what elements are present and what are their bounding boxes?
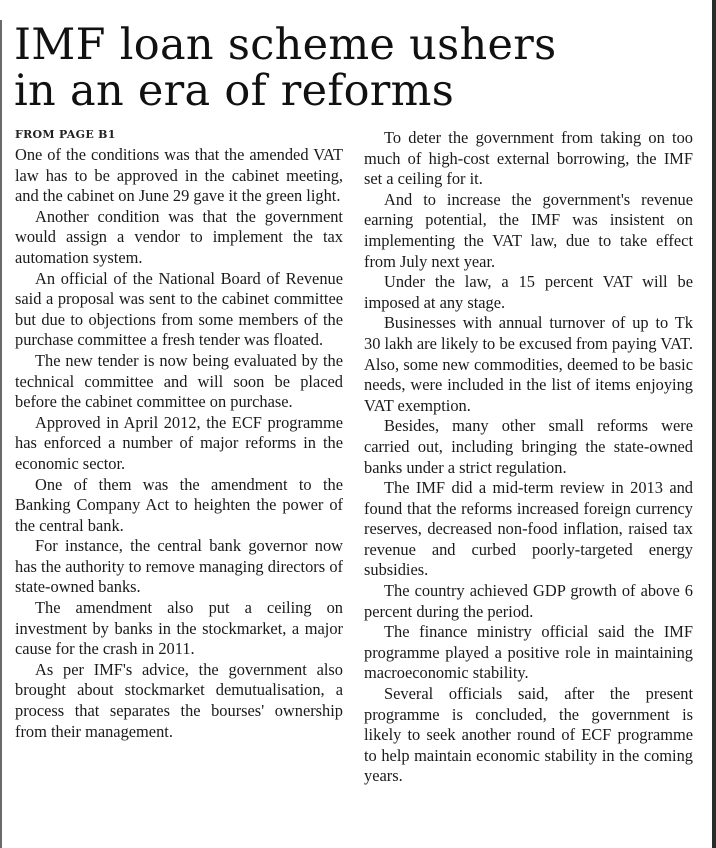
- article-headline: [14, 22, 704, 114]
- body-paragraph: Businesses with annual turnover of up to Tk 30 lakh are likely to be excused from paying VAT. Also, some new commodities, deemed to be basic needs, were included in the list of items enjoying VAT exemption.: [364, 313, 693, 415]
- headline-line-1: IMF loan scheme ushers: [14, 20, 557, 70]
- continuation-label: FROM PAGE B1: [15, 128, 116, 141]
- body-paragraph: The amendment also put a ceiling on investment by banks in the stockmarket, a major cause for the crash in 2011.: [15, 598, 343, 659]
- body-paragraph: As per IMF's advice, the government also brought about stockmarket demutualisation, a process that separates the bourses' ownership from their management.: [15, 659, 343, 741]
- body-paragraph: Approved in April 2012, the ECF programme has enforced a number of major reforms in the economic sector.: [15, 412, 343, 473]
- body-paragraph: Under the law, a 15 percent VAT will be imposed at any stage.: [364, 272, 693, 312]
- body-paragraph: Besides, many other small reforms were carried out, including bringing the state-owned banks under a strict regulation.: [364, 416, 693, 477]
- body-paragraph: For instance, the central bank governor now has the authority to remove managing directors of state-owned banks.: [15, 536, 343, 597]
- body-paragraph: One of them was the amendment to the Banking Company Act to heighten the power of the central bank.: [15, 474, 343, 535]
- body-paragraph: The finance ministry official said the IMF programme played a positive role in maintaining macroeconomic stability.: [364, 622, 693, 683]
- body-paragraph: The country achieved GDP growth of above 6 percent during the period.: [364, 581, 693, 621]
- article-column-right: [364, 128, 693, 787]
- left-edge-rule: [0, 20, 2, 848]
- body-paragraph: And to increase the government's revenue earning potential, the IMF was insistent on implementing the VAT law, due to take effect from July next year.: [364, 189, 693, 271]
- body-paragraph: Several officials said, after the present programme is concluded, the government is likely to seek another round of ECF programme to help maintain economic stability in the coming years.: [364, 684, 693, 786]
- body-paragraph: An official of the National Board of Revenue said a proposal was sent to the cabinet committee but due to objections from some members of the purchase committee a fresh tender was floated.: [15, 268, 343, 350]
- headline-line-2: in an era of reforms: [14, 66, 455, 116]
- right-edge-rule: [712, 0, 716, 848]
- body-paragraph: To deter the government from taking on too much of high-cost external borrowing, the IMF set a ceiling for it.: [364, 128, 693, 189]
- body-paragraph: The new tender is now being evaluated by the technical committee and will soon be placed before the cabinet committee on purchase.: [15, 350, 343, 412]
- body-paragraph: The IMF did a mid-term review in 2013 and found that the reforms increased foreign currency reserves, decreased non-food inflation, raised tax revenue and curbed poorly-targeted energy subsidies.: [364, 478, 693, 580]
- body-paragraph: One of the conditions was that the amended VAT law has to be approved in the cabinet meeting, and the cabinet on June 29 gave it the green light.: [15, 145, 343, 206]
- article-column-left: [15, 145, 343, 742]
- body-paragraph: Another condition was that the government would assign a vendor to implement the tax automation system.: [15, 206, 343, 267]
